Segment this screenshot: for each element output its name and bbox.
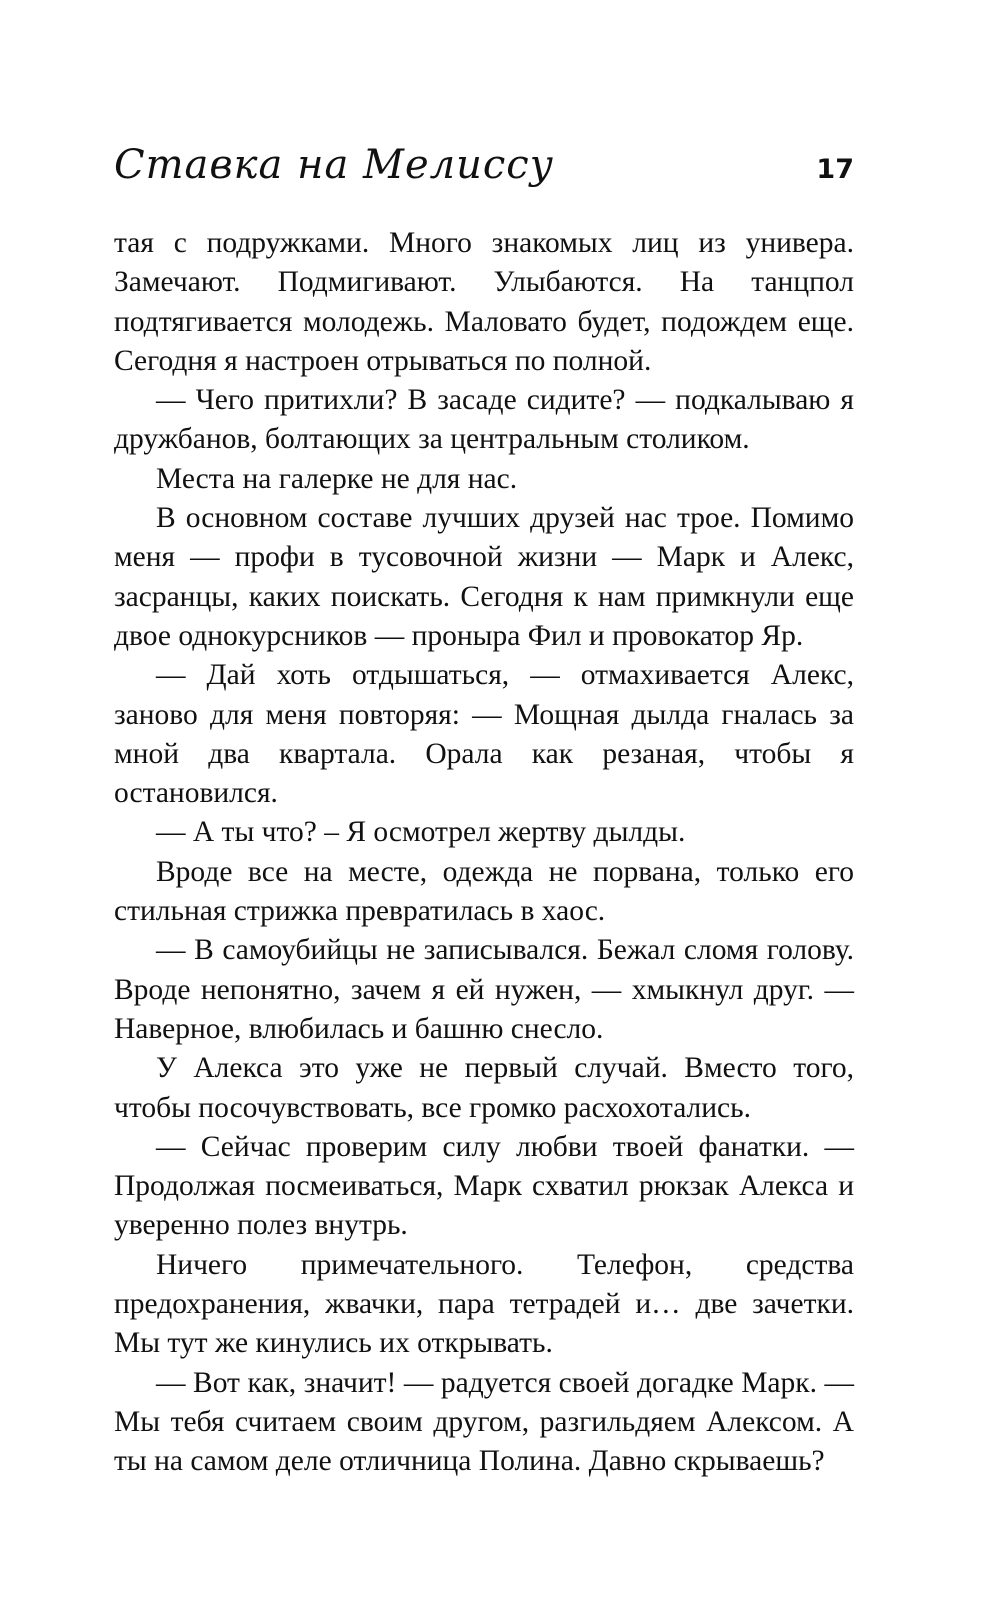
paragraph: — Дай хоть отдышаться, — отмахивается Алекс, заново для меня повторяя: — Мощная дылда гналась за мной два квартала. Орала как резаная, чтобы я остановился. <box>114 659 854 810</box>
paragraph: — Вот как, значит! — радуется своей догадке Марк. — Мы тебя считаем своим другом, разгильдяем Алексом. А ты на самом деле отличница Полина. Давно скрываешь? <box>114 1366 854 1478</box>
page-number: 17 <box>816 154 854 185</box>
paragraph: — Сейчас проверим силу любви твоей фанатки. — Продолжая посмеиваться, Марк схватил рюкзак Алекса и уверенно полез внутрь. <box>114 1130 854 1242</box>
paragraph: тая с подружками. Много знакомых лиц из универа. Замечают. Подмигивают. Улыбаются. На танцпол подтягивается молодежь. Маловато будет, подождем еще. Сегодня я настроен отрываться по полной. <box>114 227 854 377</box>
paragraph: — А ты что? – Я осмотрел жертву дылды. <box>156 816 686 849</box>
running-title: Ставка на Мелиссу <box>114 142 554 188</box>
body-text <box>114 224 854 1482</box>
paragraph: Места на галерке не для нас. <box>156 462 518 495</box>
paragraph: — Чего притихли? В засаде сидите? — подкалываю я дружбанов, болтающих за центральным столиком. <box>114 384 854 456</box>
paragraph: Ничего примечательного. Телефон, средства предохранения, жвачки, пара тетрадей и… две зачетки. Мы тут же кинулись их открывать. <box>114 1248 854 1360</box>
running-head <box>114 128 854 208</box>
paragraph: Вроде все на месте, одежда не порвана, только его стильная стрижка превратилась в хаос. <box>114 855 854 928</box>
paragraph: У Алекса это уже не первый случай. Вместо того, чтобы посочувствовать, все громко расхохотались. <box>114 1052 854 1124</box>
paragraph: В основном составе лучших друзей нас трое. Помимо меня — профи в тусовочной жизни — Марк и Алекс, засранцы, каких поискать. Сегодня к нам примкнули еще двое однокурсников — проныра Фил и провокатор Яр. <box>114 502 854 652</box>
paragraph: — В самоубийцы не записывался. Бежал сломя голову. Вроде непонятно, зачем я ей нужен, — хмыкнул друг. — Наверное, влюбилась и башню снесло. <box>114 934 854 1045</box>
